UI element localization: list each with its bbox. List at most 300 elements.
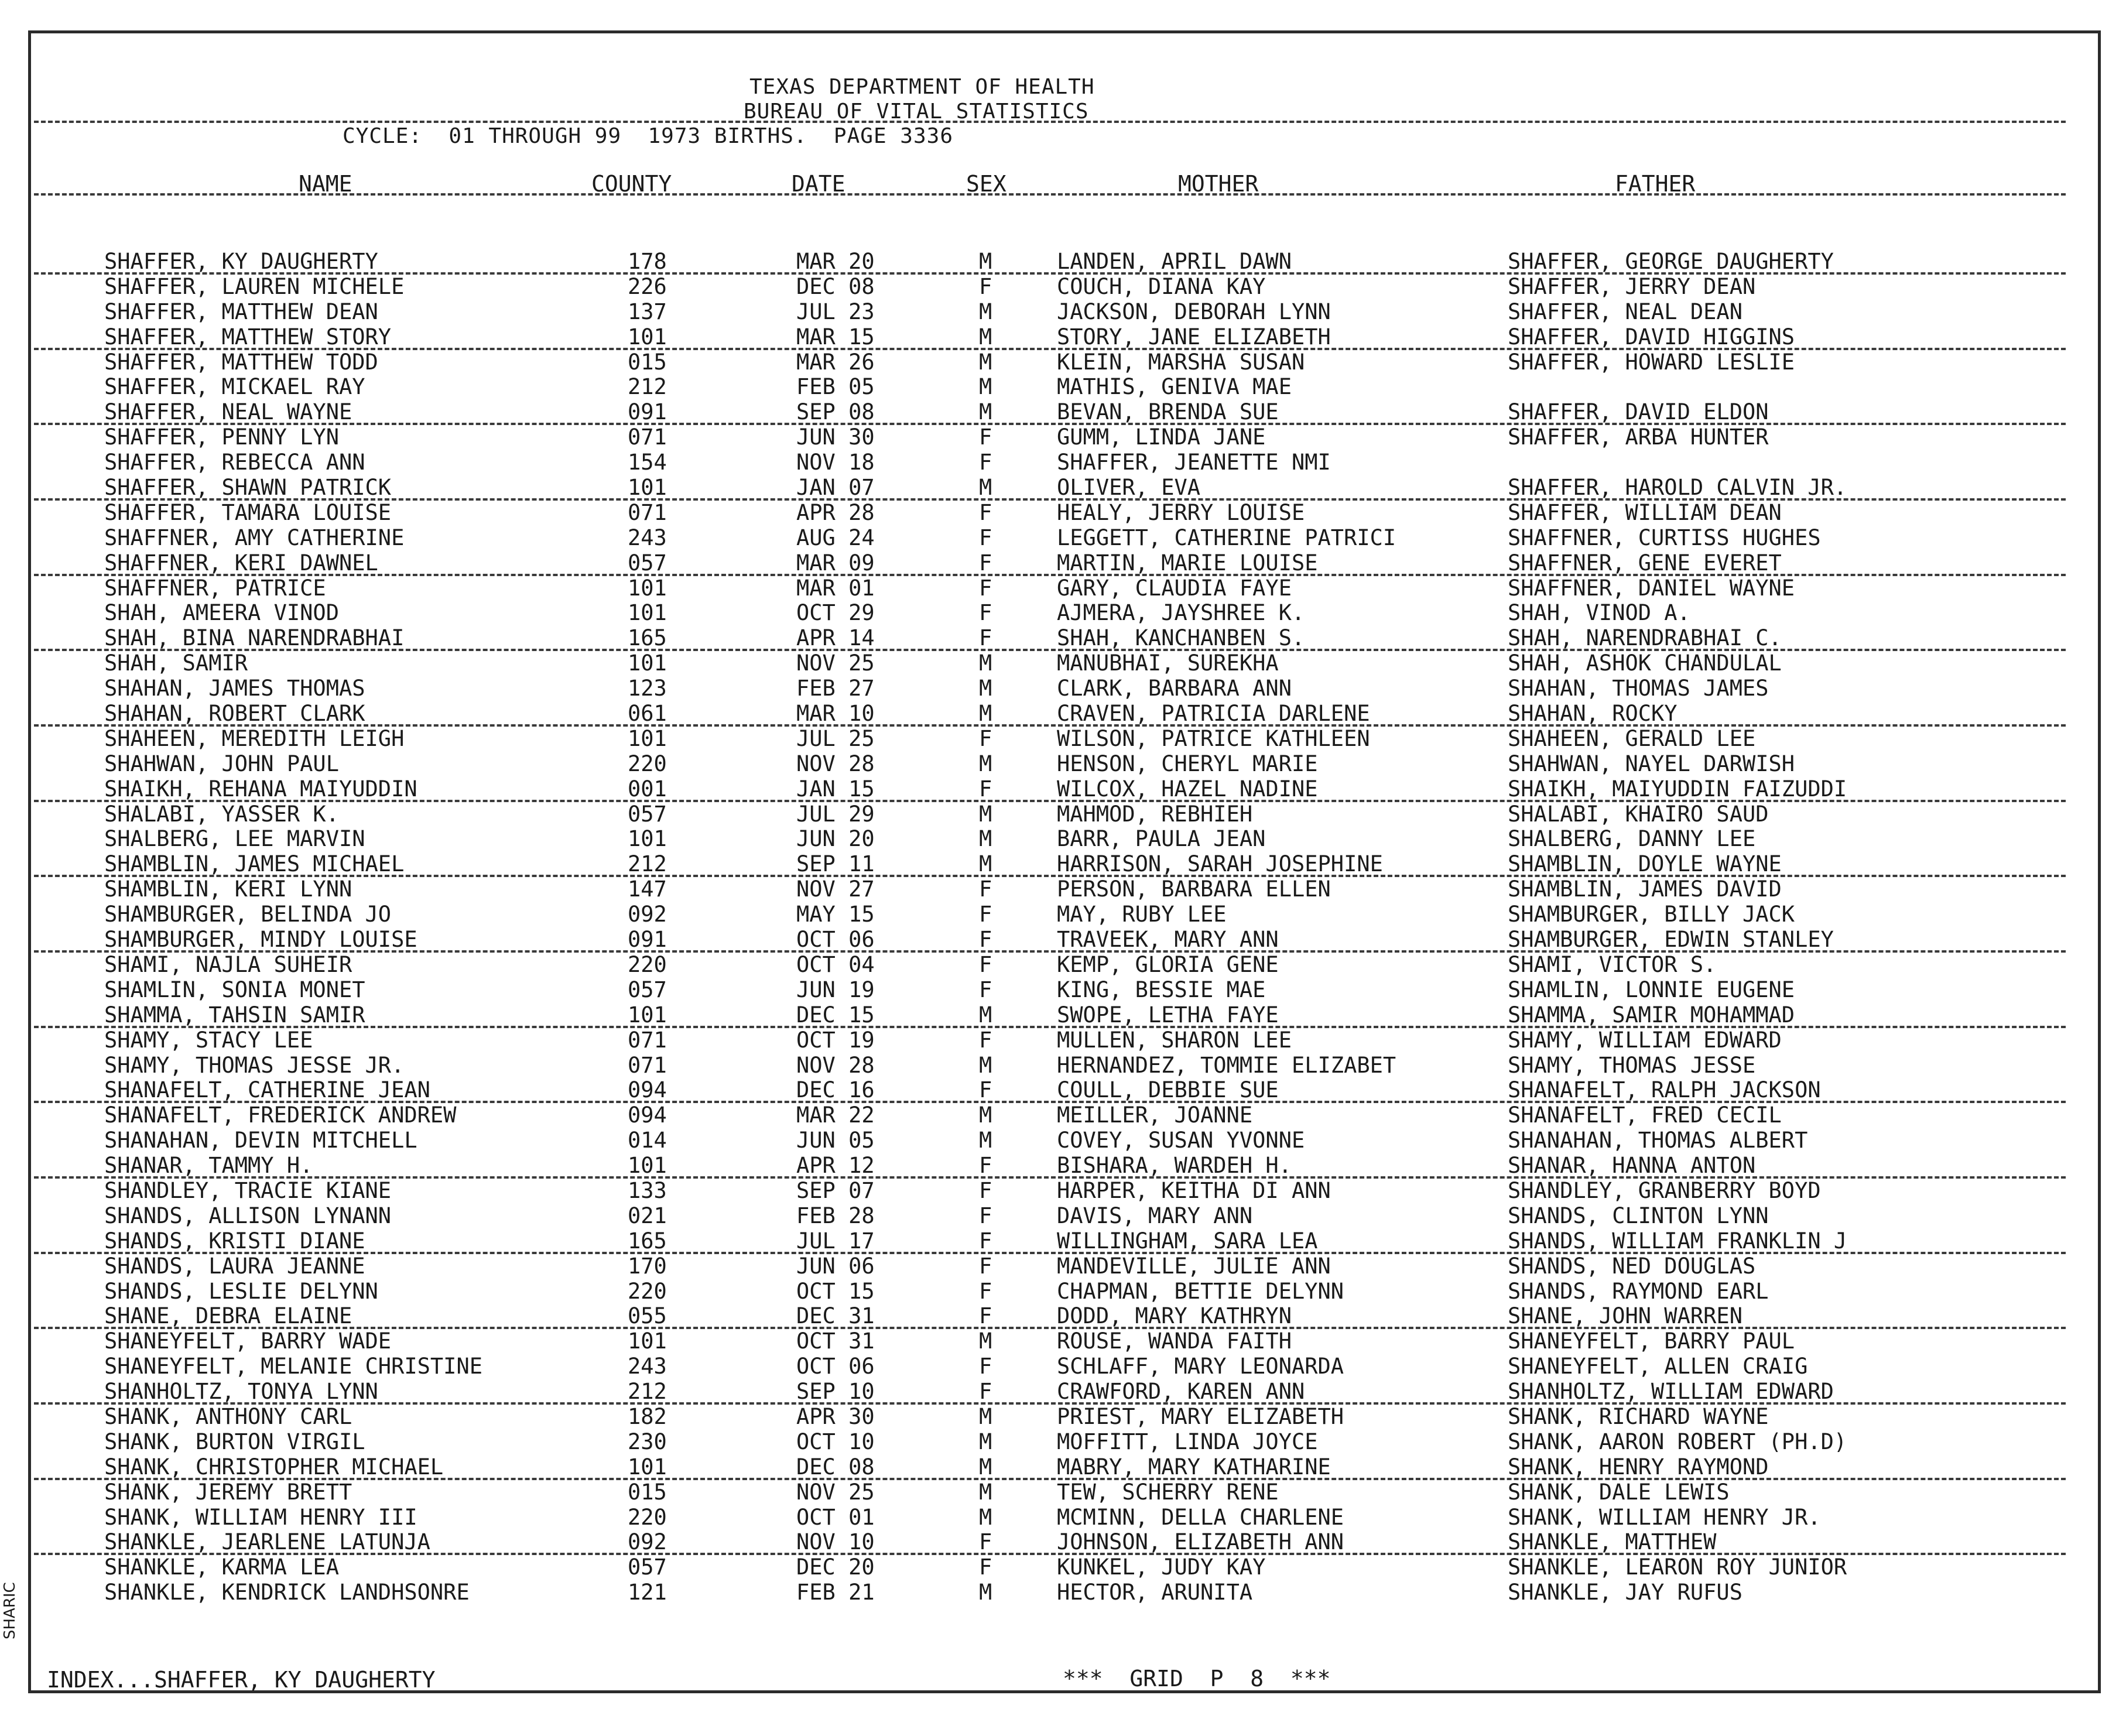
cell-date: MAR 20 — [796, 249, 875, 274]
table-row — [0, 952, 2126, 977]
cycle-line: CYCLE: 01 THROUGH 99 1973 BIRTHS. PAGE 3336 — [343, 124, 953, 148]
cell-mother: BEVAN, BRENDA SUE — [1057, 399, 1279, 425]
cell-mother: CLARK, BARBARA ANN — [1057, 676, 1292, 701]
cell-father: SHANE, JOHN WARREN — [1508, 1303, 1742, 1329]
cell-mother: KLEIN, MARSHA SUSAN — [1057, 349, 1305, 375]
cell-father: SHAFFNER, GENE EVERET — [1508, 550, 1782, 576]
cell-father: SHANK, RICHARD WAYNE — [1508, 1403, 1769, 1429]
cell-name: SHAFFER, KY DAUGHERTY — [104, 249, 378, 274]
cell-name: SHAFFER, MATTHEW TODD — [104, 349, 378, 375]
cell-sex: F — [979, 977, 992, 1002]
cell-county: 243 — [628, 1354, 667, 1379]
cell-name: SHAFFNER, AMY CATHERINE — [104, 525, 405, 550]
cell-father: SHAFFER, GEORGE DAUGHERTY — [1508, 249, 1834, 274]
cell-county: 057 — [628, 1554, 667, 1580]
cell-father: SHANK, HENRY RAYMOND — [1508, 1454, 1769, 1480]
cell-father: SHAH, NARENDRABHAI C. — [1508, 625, 1782, 651]
cell-name: SHANKLE, JEARLENE LATUNJA — [104, 1529, 430, 1555]
cell-sex: F — [979, 725, 992, 751]
cell-date: NOV 25 — [796, 1479, 875, 1505]
cell-sex: M — [979, 1128, 992, 1153]
cell-sex: M — [979, 475, 992, 501]
cell-date: NOV 25 — [796, 650, 875, 676]
cell-date: APR 28 — [796, 499, 875, 525]
cell-mother: JOHNSON, ELIZABETH ANN — [1057, 1529, 1344, 1555]
index-footer: INDEX...SHAFFER, KY DAUGHERTY — [47, 1667, 436, 1693]
cell-sex: F — [979, 776, 992, 802]
cell-father: SHANDS, RAYMOND EARL — [1508, 1278, 1769, 1304]
cell-name: SHAHAN, JAMES THOMAS — [104, 676, 365, 701]
cell-mother: HERNANDEZ, TOMMIE ELIZABET — [1057, 1052, 1396, 1078]
cell-mother: KEMP, GLORIA GENE — [1057, 951, 1279, 977]
cell-name: SHANK, WILLIAM HENRY III — [104, 1504, 417, 1530]
cell-sex: F — [979, 450, 992, 475]
cell-date: MAR 26 — [796, 349, 875, 375]
cell-date: DEC 31 — [796, 1303, 875, 1329]
cell-name: SHANAFELT, CATHERINE JEAN — [104, 1077, 430, 1103]
cell-name: SHAFFER, TAMARA LOUISE — [104, 499, 392, 525]
table-row — [0, 927, 2126, 952]
cell-sex: M — [979, 1454, 992, 1480]
cell-sex: F — [979, 600, 992, 626]
cell-county: 094 — [628, 1077, 667, 1103]
cell-mother: SCHLAFF, MARY LEONARDA — [1057, 1354, 1344, 1379]
cell-name: SHAFFER, LAUREN MICHELE — [104, 273, 405, 299]
cell-name: SHANK, CHRISTOPHER MICHAEL — [104, 1454, 444, 1480]
table-row — [0, 1053, 2126, 1078]
column-header-name: NAME — [299, 171, 352, 197]
cell-name: SHANEYFELT, BARRY WADE — [104, 1328, 392, 1354]
cell-name: SHAMBLIN, KERI LYNN — [104, 876, 352, 902]
cell-mother: TEW, SCHERRY RENE — [1057, 1479, 1279, 1505]
table-row — [0, 1153, 2126, 1178]
cell-father: SHANKLE, JAY RUFUS — [1508, 1580, 1742, 1605]
cell-county: 021 — [628, 1203, 667, 1228]
cell-county: 220 — [628, 1504, 667, 1530]
table-row — [0, 550, 2126, 576]
cell-date: NOV 28 — [796, 751, 875, 776]
cell-date: OCT 19 — [796, 1027, 875, 1053]
cell-mother: SHAFFER, JEANETTE NMI — [1057, 450, 1331, 475]
cell-sex: M — [979, 249, 992, 274]
cell-county: 212 — [628, 374, 667, 400]
cell-father: SHANDS, NED DOUGLAS — [1508, 1253, 1756, 1279]
cell-name: SHAFFER, NEAL WAYNE — [104, 399, 352, 425]
cell-date: FEB 21 — [796, 1580, 875, 1605]
cell-name: SHANK, BURTON VIRGIL — [104, 1429, 365, 1454]
cell-mother: PRIEST, MARY ELIZABETH — [1057, 1403, 1344, 1429]
table-row — [0, 1102, 2126, 1128]
cell-date: OCT 06 — [796, 1354, 875, 1379]
cell-father: SHAMY, WILLIAM EDWARD — [1508, 1027, 1782, 1053]
cell-mother: MARTIN, MARIE LOUISE — [1057, 550, 1318, 576]
cell-name: SHANEYFELT, MELANIE CHRISTINE — [104, 1354, 483, 1379]
cell-sex: F — [979, 1177, 992, 1203]
cell-sex: F — [979, 525, 992, 550]
cell-date: DEC 08 — [796, 1454, 875, 1480]
cell-name: SHAMY, THOMAS JESSE JR. — [104, 1052, 405, 1078]
cell-father: SHAMBLIN, JAMES DAVID — [1508, 876, 1782, 902]
cell-father: SHANHOLTZ, WILLIAM EDWARD — [1508, 1379, 1834, 1405]
cell-name: SHAMY, STACY LEE — [104, 1027, 313, 1053]
cell-name: SHANK, JEREMY BRETT — [104, 1479, 352, 1505]
cell-date: DEC 08 — [796, 273, 875, 299]
cell-county: 212 — [628, 851, 667, 877]
cell-mother: CRAWFORD, KAREN ANN — [1057, 1379, 1305, 1405]
cell-date: OCT 10 — [796, 1429, 875, 1454]
cell-father: SHAFFER, HAROLD CALVIN JR. — [1508, 475, 1847, 501]
cell-sex: M — [979, 1403, 992, 1429]
table-row — [0, 500, 2126, 525]
cell-date: FEB 27 — [796, 676, 875, 701]
side-label: SHARIC — [1, 1582, 19, 1639]
cell-sex: M — [979, 1504, 992, 1530]
table-row — [0, 625, 2126, 650]
cell-name: SHALBERG, LEE MARVIN — [104, 826, 365, 852]
cell-date: FEB 28 — [796, 1203, 875, 1228]
table-row — [0, 1505, 2126, 1530]
header-subtitle: BUREAU OF VITAL STATISTICS — [744, 100, 1089, 124]
table-row — [0, 350, 2126, 375]
cell-county: 101 — [628, 1002, 667, 1028]
cell-name: SHANDS, ALLISON LYNANN — [104, 1203, 392, 1228]
cell-father: SHANDS, CLINTON LYNN — [1508, 1203, 1769, 1228]
table-row — [0, 1404, 2126, 1429]
table-row — [0, 1254, 2126, 1279]
column-header-sex: SEX — [966, 171, 1006, 197]
table-row — [0, 851, 2126, 876]
cell-county: 220 — [628, 951, 667, 977]
cell-county: 165 — [628, 625, 667, 651]
cell-mother: COULL, DEBBIE SUE — [1057, 1077, 1279, 1103]
cell-father: SHAFFNER, DANIEL WAYNE — [1508, 575, 1795, 601]
table-row — [0, 1178, 2126, 1203]
cell-sex: F — [979, 1379, 992, 1405]
cell-date: JUL 23 — [796, 299, 875, 324]
cell-county: 133 — [628, 1177, 667, 1203]
cell-father: SHAIKH, MAIYUDDIN FAIZUDDI — [1508, 776, 1847, 802]
cell-father: SHAMI, VICTOR S. — [1508, 951, 1717, 977]
cell-date: SEP 11 — [796, 851, 875, 877]
cell-name: SHAH, SAMIR — [104, 650, 248, 676]
cell-date: DEC 20 — [796, 1554, 875, 1580]
cell-mother: TRAVEEK, MARY ANN — [1057, 927, 1279, 953]
cell-name: SHAMLIN, SONIA MONET — [104, 977, 365, 1002]
cell-mother: GARY, CLAUDIA FAYE — [1057, 575, 1292, 601]
cell-county: 055 — [628, 1303, 667, 1329]
cell-sex: F — [979, 1253, 992, 1279]
cell-date: DEC 16 — [796, 1077, 875, 1103]
column-header-mother: MOTHER — [1178, 171, 1259, 197]
cell-mother: WILCOX, HAZEL NADINE — [1057, 776, 1318, 802]
cell-mother: KING, BESSIE MAE — [1057, 977, 1266, 1002]
table-row — [0, 274, 2126, 299]
cell-mother: HECTOR, ARUNITA — [1057, 1580, 1253, 1605]
cell-sex: M — [979, 299, 992, 324]
cell-father: SHAHEEN, GERALD LEE — [1508, 725, 1756, 751]
cell-county: 101 — [628, 826, 667, 852]
cell-sex: F — [979, 951, 992, 977]
cell-name: SHAMI, NAJLA SUHEIR — [104, 951, 352, 977]
cell-father: SHANK, DALE LEWIS — [1508, 1479, 1730, 1505]
cell-date: MAR 15 — [796, 324, 875, 350]
cell-sex: F — [979, 424, 992, 450]
cell-mother: DODD, MARY KATHRYN — [1057, 1303, 1292, 1329]
cell-date: MAY 15 — [796, 902, 875, 927]
cell-mother: ROUSE, WANDA FAITH — [1057, 1328, 1292, 1354]
column-header-county: COUNTY — [591, 171, 672, 197]
cell-name: SHANAHAN, DEVIN MITCHELL — [104, 1128, 417, 1153]
table-row — [0, 1228, 2126, 1254]
cell-date: MAR 10 — [796, 701, 875, 727]
cell-sex: F — [979, 499, 992, 525]
cell-sex: M — [979, 751, 992, 776]
cell-sex: M — [979, 676, 992, 701]
table-row — [0, 876, 2126, 902]
cell-sex: F — [979, 1153, 992, 1179]
cell-father: SHAFFER, DAVID ELDON — [1508, 399, 1769, 425]
cell-county: 230 — [628, 1429, 667, 1454]
table-row — [0, 1480, 2126, 1505]
cell-father: SHAHWAN, NAYEL DARWISH — [1508, 751, 1795, 776]
cell-county: 220 — [628, 751, 667, 776]
cell-county: 220 — [628, 1278, 667, 1304]
cell-county: 101 — [628, 575, 667, 601]
cell-mother: HEALY, JERRY LOUISE — [1057, 499, 1305, 525]
header-title: TEXAS DEPARTMENT OF HEALTH — [749, 75, 1095, 99]
cell-county: 182 — [628, 1403, 667, 1429]
cell-date: OCT 04 — [796, 951, 875, 977]
cell-county: 101 — [628, 1153, 667, 1179]
cell-county: 057 — [628, 550, 667, 576]
cell-father: SHANEYFELT, ALLEN CRAIG — [1508, 1354, 1808, 1379]
cell-name: SHAFFER, MATTHEW DEAN — [104, 299, 378, 324]
cell-father: SHANKLE, MATTHEW — [1508, 1529, 1717, 1555]
cell-father: SHANAFELT, FRED CECIL — [1508, 1102, 1782, 1128]
table-row — [0, 475, 2126, 500]
cell-father: SHAFFER, NEAL DEAN — [1508, 299, 1742, 324]
cell-sex: M — [979, 801, 992, 827]
cell-sex: F — [979, 876, 992, 902]
column-header-date: DATE — [792, 171, 845, 197]
cell-name: SHAFFER, MICKAEL RAY — [104, 374, 365, 400]
table-row — [0, 1429, 2126, 1454]
table-row — [0, 1379, 2126, 1404]
cell-name: SHAFFNER, KERI DAWNEL — [104, 550, 378, 576]
cell-father: SHAH, ASHOK CHANDULAL — [1508, 650, 1782, 676]
cell-date: SEP 10 — [796, 1379, 875, 1405]
cell-mother: BISHARA, WARDEH H. — [1057, 1153, 1292, 1179]
cell-name: SHANDS, LAURA JEANNE — [104, 1253, 365, 1279]
cell-mother: WILLINGHAM, SARA LEA — [1057, 1228, 1318, 1254]
cell-county: 092 — [628, 902, 667, 927]
cell-sex: F — [979, 1203, 992, 1228]
cell-county: 071 — [628, 1027, 667, 1053]
cell-name: SHANKLE, KENDRICK LANDHSONRE — [104, 1580, 470, 1605]
cell-father: SHAFFER, DAVID HIGGINS — [1508, 324, 1795, 350]
table-row — [0, 1580, 2126, 1605]
cell-date: JUN 30 — [796, 424, 875, 450]
cell-father: SHAMY, THOMAS JESSE — [1508, 1052, 1756, 1078]
cell-father: SHANDS, WILLIAM FRANKLIN J — [1508, 1228, 1847, 1254]
cell-sex: F — [979, 575, 992, 601]
cell-mother: OLIVER, EVA — [1057, 475, 1201, 501]
cell-name: SHAMBLIN, JAMES MICHAEL — [104, 851, 405, 877]
table-row — [0, 1028, 2126, 1053]
cell-sex: M — [979, 650, 992, 676]
cell-date: NOV 18 — [796, 450, 875, 475]
column-header-father: FATHER — [1615, 171, 1696, 197]
cell-date: OCT 31 — [796, 1328, 875, 1354]
table-row — [0, 424, 2126, 450]
cell-mother: KUNKEL, JUDY KAY — [1057, 1554, 1266, 1580]
table-row — [0, 977, 2126, 1002]
cell-sex: F — [979, 550, 992, 576]
cell-county: 101 — [628, 1454, 667, 1480]
cell-mother: LANDEN, APRIL DAWN — [1057, 249, 1292, 274]
cell-name: SHANHOLTZ, TONYA LYNN — [104, 1379, 378, 1405]
cell-sex: M — [979, 324, 992, 350]
records-table — [0, 249, 2126, 1605]
cell-father: SHAFFER, WILLIAM DEAN — [1508, 499, 1782, 525]
header-rule — [34, 121, 2066, 123]
cell-mother: JACKSON, DEBORAH LYNN — [1057, 299, 1331, 324]
column-header-rule — [34, 193, 2066, 196]
cell-father: SHANEYFELT, BARRY PAUL — [1508, 1328, 1795, 1354]
cell-sex: M — [979, 1429, 992, 1454]
table-row — [0, 600, 2126, 625]
cell-county: 101 — [628, 725, 667, 751]
table-row — [0, 1454, 2126, 1480]
cell-county: 165 — [628, 1228, 667, 1254]
cell-county: 091 — [628, 927, 667, 953]
table-row — [0, 249, 2126, 274]
cell-date: JUN 06 — [796, 1253, 875, 1279]
cell-mother: STORY, JANE ELIZABETH — [1057, 324, 1331, 350]
cell-mother: MAY, RUBY LEE — [1057, 902, 1227, 927]
table-row — [0, 1279, 2126, 1304]
cell-name: SHANAR, TAMMY H. — [104, 1153, 313, 1179]
cell-mother: MEILLER, JOANNE — [1057, 1102, 1253, 1128]
cell-father: SHANKLE, LEARON ROY JUNIOR — [1508, 1554, 1847, 1580]
cell-sex: F — [979, 625, 992, 651]
cell-date: APR 30 — [796, 1403, 875, 1429]
cell-name: SHAHEEN, MEREDITH LEIGH — [104, 725, 405, 751]
cell-sex: F — [979, 1027, 992, 1053]
cell-county: 001 — [628, 776, 667, 802]
cell-father: SHAFFER, ARBA HUNTER — [1508, 424, 1769, 450]
cell-father: SHALBERG, DANNY LEE — [1508, 826, 1756, 852]
cell-mother: HARRISON, SARAH JOSEPHINE — [1057, 851, 1383, 877]
cell-date: JAN 07 — [796, 475, 875, 501]
table-row — [0, 802, 2126, 827]
table-row — [0, 726, 2126, 751]
cell-sex: M — [979, 1002, 992, 1028]
cell-date: NOV 27 — [796, 876, 875, 902]
cell-mother: CRAVEN, PATRICIA DARLENE — [1057, 701, 1370, 727]
table-row — [0, 525, 2126, 550]
cell-sex: M — [979, 349, 992, 375]
cell-father: SHAMBURGER, EDWIN STANLEY — [1508, 927, 1834, 953]
cell-father: SHAMLIN, LONNIE EUGENE — [1508, 977, 1795, 1002]
cell-date: SEP 07 — [796, 1177, 875, 1203]
cell-county: 057 — [628, 801, 667, 827]
cell-name: SHANDLEY, TRACIE KIANE — [104, 1177, 392, 1203]
cell-county: 071 — [628, 499, 667, 525]
table-row — [0, 1529, 2126, 1554]
cell-mother: MANUBHAI, SUREKHA — [1057, 650, 1279, 676]
cell-date: OCT 06 — [796, 927, 875, 953]
cell-date: APR 12 — [796, 1153, 875, 1179]
cell-father: SHANAFELT, RALPH JACKSON — [1508, 1077, 1821, 1103]
cell-mother: HARPER, KEITHA DI ANN — [1057, 1177, 1331, 1203]
cell-mother: CHAPMAN, BETTIE DELYNN — [1057, 1278, 1344, 1304]
cell-mother: BARR, PAULA JEAN — [1057, 826, 1266, 852]
cell-sex: M — [979, 1328, 992, 1354]
cell-father: SHAH, VINOD A. — [1508, 600, 1690, 626]
cell-mother: MATHIS, GENIVA MAE — [1057, 374, 1292, 400]
cell-father: SHANDLEY, GRANBERRY BOYD — [1508, 1177, 1821, 1203]
table-row — [0, 902, 2126, 927]
cell-county: 101 — [628, 324, 667, 350]
cell-date: JAN 15 — [796, 776, 875, 802]
table-row — [0, 374, 2126, 399]
cell-county: 094 — [628, 1102, 667, 1128]
cell-name: SHANKLE, KARMA LEA — [104, 1554, 339, 1580]
cell-county: 243 — [628, 525, 667, 550]
table-row — [0, 751, 2126, 776]
table-row — [0, 450, 2126, 475]
cell-name: SHAHWAN, JOHN PAUL — [104, 751, 339, 776]
cell-name: SHANDS, LESLIE DELYNN — [104, 1278, 378, 1304]
cell-name: SHAH, AMEERA VINOD — [104, 600, 339, 626]
cell-county: 212 — [628, 1379, 667, 1405]
cell-county: 147 — [628, 876, 667, 902]
cell-county: 226 — [628, 273, 667, 299]
cell-sex: M — [979, 826, 992, 852]
cell-date: JUN 05 — [796, 1128, 875, 1153]
cell-name: SHAFFER, MATTHEW STORY — [104, 324, 392, 350]
cell-name: SHAFFER, SHAWN PATRICK — [104, 475, 392, 501]
cell-mother: COUCH, DIANA KAY — [1057, 273, 1266, 299]
cell-name: SHANK, ANTHONY CARL — [104, 1403, 352, 1429]
cell-father: SHAFFER, JERRY DEAN — [1508, 273, 1756, 299]
table-row — [0, 676, 2126, 701]
cell-father: SHAMMA, SAMIR MOHAMMAD — [1508, 1002, 1795, 1028]
cell-county: 101 — [628, 650, 667, 676]
cell-mother: WILSON, PATRICE KATHLEEN — [1057, 725, 1370, 751]
cell-sex: M — [979, 1102, 992, 1128]
cell-county: 137 — [628, 299, 667, 324]
cell-mother: PERSON, BARBARA ELLEN — [1057, 876, 1331, 902]
table-row — [0, 399, 2126, 424]
cell-county: 123 — [628, 676, 667, 701]
cell-sex: F — [979, 1228, 992, 1254]
cell-father: SHAFFER, HOWARD LESLIE — [1508, 349, 1795, 375]
cell-date: JUN 19 — [796, 977, 875, 1002]
cell-sex: F — [979, 1529, 992, 1555]
cell-mother: COVEY, SUSAN YVONNE — [1057, 1128, 1305, 1153]
cell-date: JUN 20 — [796, 826, 875, 852]
table-row — [0, 1077, 2126, 1102]
cell-mother: DAVIS, MARY ANN — [1057, 1203, 1253, 1228]
cell-mother: MAHMOD, REBHIEH — [1057, 801, 1253, 827]
cell-county: 061 — [628, 701, 667, 727]
table-row — [0, 299, 2126, 324]
cell-name: SHAMMA, TAHSIN SAMIR — [104, 1002, 365, 1028]
cell-county: 101 — [628, 475, 667, 501]
cell-date: JUL 25 — [796, 725, 875, 751]
